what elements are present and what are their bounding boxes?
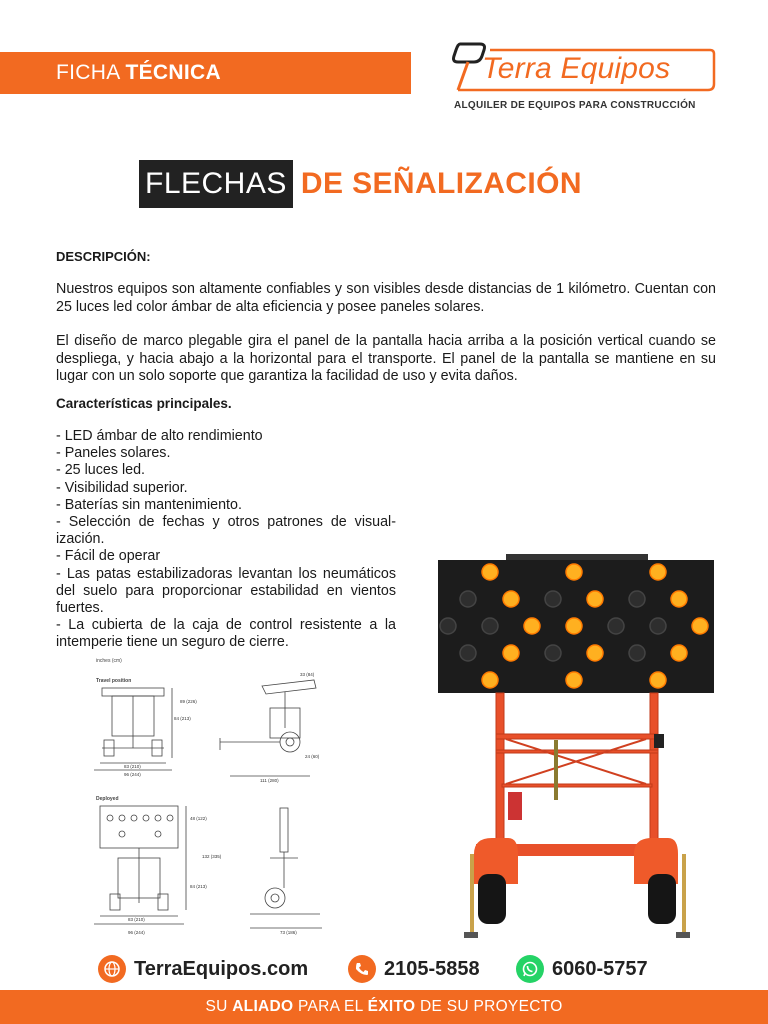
slogan-part: SU xyxy=(205,998,233,1015)
diagram-travel-label: Travel position xyxy=(96,678,132,684)
features-heading: Características principales. xyxy=(56,396,232,411)
feature-item: - Fácil de operar xyxy=(56,548,161,565)
diagram-units: inches (cm) xyxy=(96,658,122,664)
led-lamp xyxy=(482,618,498,634)
company-logo xyxy=(446,38,726,118)
dimensions-diagram xyxy=(90,658,340,938)
title-boxed-word: FLECHAS xyxy=(139,160,293,208)
arrow-board-trailer-image xyxy=(436,554,716,944)
dim-label: 24 (60) xyxy=(305,754,320,759)
phone-contact[interactable] xyxy=(348,952,480,986)
led-lamp xyxy=(671,591,687,607)
led-lamp xyxy=(587,645,603,661)
slogan-bold: ÉXITO xyxy=(367,998,416,1015)
features-list xyxy=(56,428,396,652)
slogan-part: PARA EL xyxy=(293,998,368,1015)
led-lamp xyxy=(545,591,561,607)
dim-label: 83 (210) xyxy=(128,917,145,922)
website-contact[interactable] xyxy=(98,952,308,986)
led-lamp xyxy=(650,672,666,688)
feature-item: - Selección de fechas y otros patrones de visual-ización. xyxy=(56,514,396,548)
led-lamp xyxy=(566,618,582,634)
led-lamp xyxy=(545,645,561,661)
led-lamp xyxy=(629,591,645,607)
dim-label: 89 (226) xyxy=(180,699,197,704)
led-lamp xyxy=(671,645,687,661)
globe-icon xyxy=(98,955,126,983)
footer-slogan xyxy=(0,990,768,1024)
description-paragraph-2: El diseño de marco plegable gira el panel de la pantalla hacia arriba a la posición vertical cuando se despliega, y hacia abajo a la horizontal para el transporte. El panel de la pantalla se mantiene en su lugar con un solo soporte que garantiza la facilidad de uso y evita daños. xyxy=(56,333,716,384)
dim-label: 96 (244) xyxy=(128,930,145,935)
feature-item: - La cubierta de la caja de control resistente a la intemperie tiene un seguro de cierre. xyxy=(56,617,396,651)
led-lamp xyxy=(587,591,603,607)
led-lamp xyxy=(503,591,519,607)
dim-label: 111 (280) xyxy=(260,778,279,783)
dim-label: 83 (210) xyxy=(124,764,141,769)
led-lamp xyxy=(566,564,582,580)
slogan-bold: ALIADO xyxy=(232,998,294,1015)
led-lamp xyxy=(566,672,582,688)
feature-item: - Las patas estabilizadoras levantan los neumáticos del suelo para proporcionar estabilidad en vientos fuertes. xyxy=(56,565,396,617)
whatsapp-contact[interactable] xyxy=(516,952,648,986)
title-rest: DE SEÑALIZACIÓN xyxy=(300,167,582,200)
description-heading: DESCRIPCIÓN: xyxy=(56,249,151,264)
whatsapp-number[interactable]: 6060-5757 xyxy=(552,957,648,980)
feature-item: - Baterías sin mantenimiento. xyxy=(56,496,242,513)
logo-name: Terra Equipos xyxy=(482,52,671,85)
dim-label: 132 (335) xyxy=(202,854,222,859)
website-link[interactable]: TerraEquipos.com xyxy=(134,957,309,980)
phone-icon xyxy=(348,955,376,983)
diagram-deployed-label: Deployed xyxy=(96,796,119,802)
led-lamp xyxy=(650,618,666,634)
led-lamp xyxy=(440,618,456,634)
header-label-bold: TÉCNICA xyxy=(125,61,221,84)
led-lamp xyxy=(482,564,498,580)
logo-tagline: ALQUILER DE EQUIPOS PARA CONSTRUCCIÓN xyxy=(454,100,696,111)
led-lamp xyxy=(608,618,624,634)
phone-number[interactable]: 2105-5858 xyxy=(384,957,480,980)
header-label-light: FICHA xyxy=(56,61,120,84)
dim-label: 73 (186) xyxy=(280,930,297,935)
description-paragraph-1: Nuestros equipos son altamente confiables y son visibles desde distancias de 1 kilómetro. Cuentan con 25 luces led color ámbar de alta eficiencia y posee paneles solares. xyxy=(56,281,716,315)
led-lamp xyxy=(503,645,519,661)
dim-label: 84 (213) xyxy=(190,884,207,889)
led-lamp xyxy=(460,591,476,607)
dim-label: 33 (84) xyxy=(300,672,315,677)
header-band xyxy=(0,52,411,94)
feature-item: - Visibilidad superior. xyxy=(56,479,188,496)
led-lamp xyxy=(692,618,708,634)
feature-item: - Paneles solares. xyxy=(56,445,171,462)
led-lamp xyxy=(629,645,645,661)
dim-label: 48 (122) xyxy=(190,816,207,821)
page-title xyxy=(139,160,582,208)
contact-bar xyxy=(0,952,768,986)
slogan-part: DE SU PROYECTO xyxy=(415,998,563,1015)
led-lamp xyxy=(460,645,476,661)
dim-label: 96 (244) xyxy=(124,772,141,777)
dim-label: 84 (213) xyxy=(174,716,191,721)
feature-item: - 25 luces led. xyxy=(56,462,146,479)
led-lamp xyxy=(482,672,498,688)
feature-item: - LED ámbar de alto rendimiento xyxy=(56,428,263,444)
whatsapp-icon xyxy=(516,955,544,983)
led-lamp xyxy=(650,564,666,580)
led-lamp xyxy=(524,618,540,634)
